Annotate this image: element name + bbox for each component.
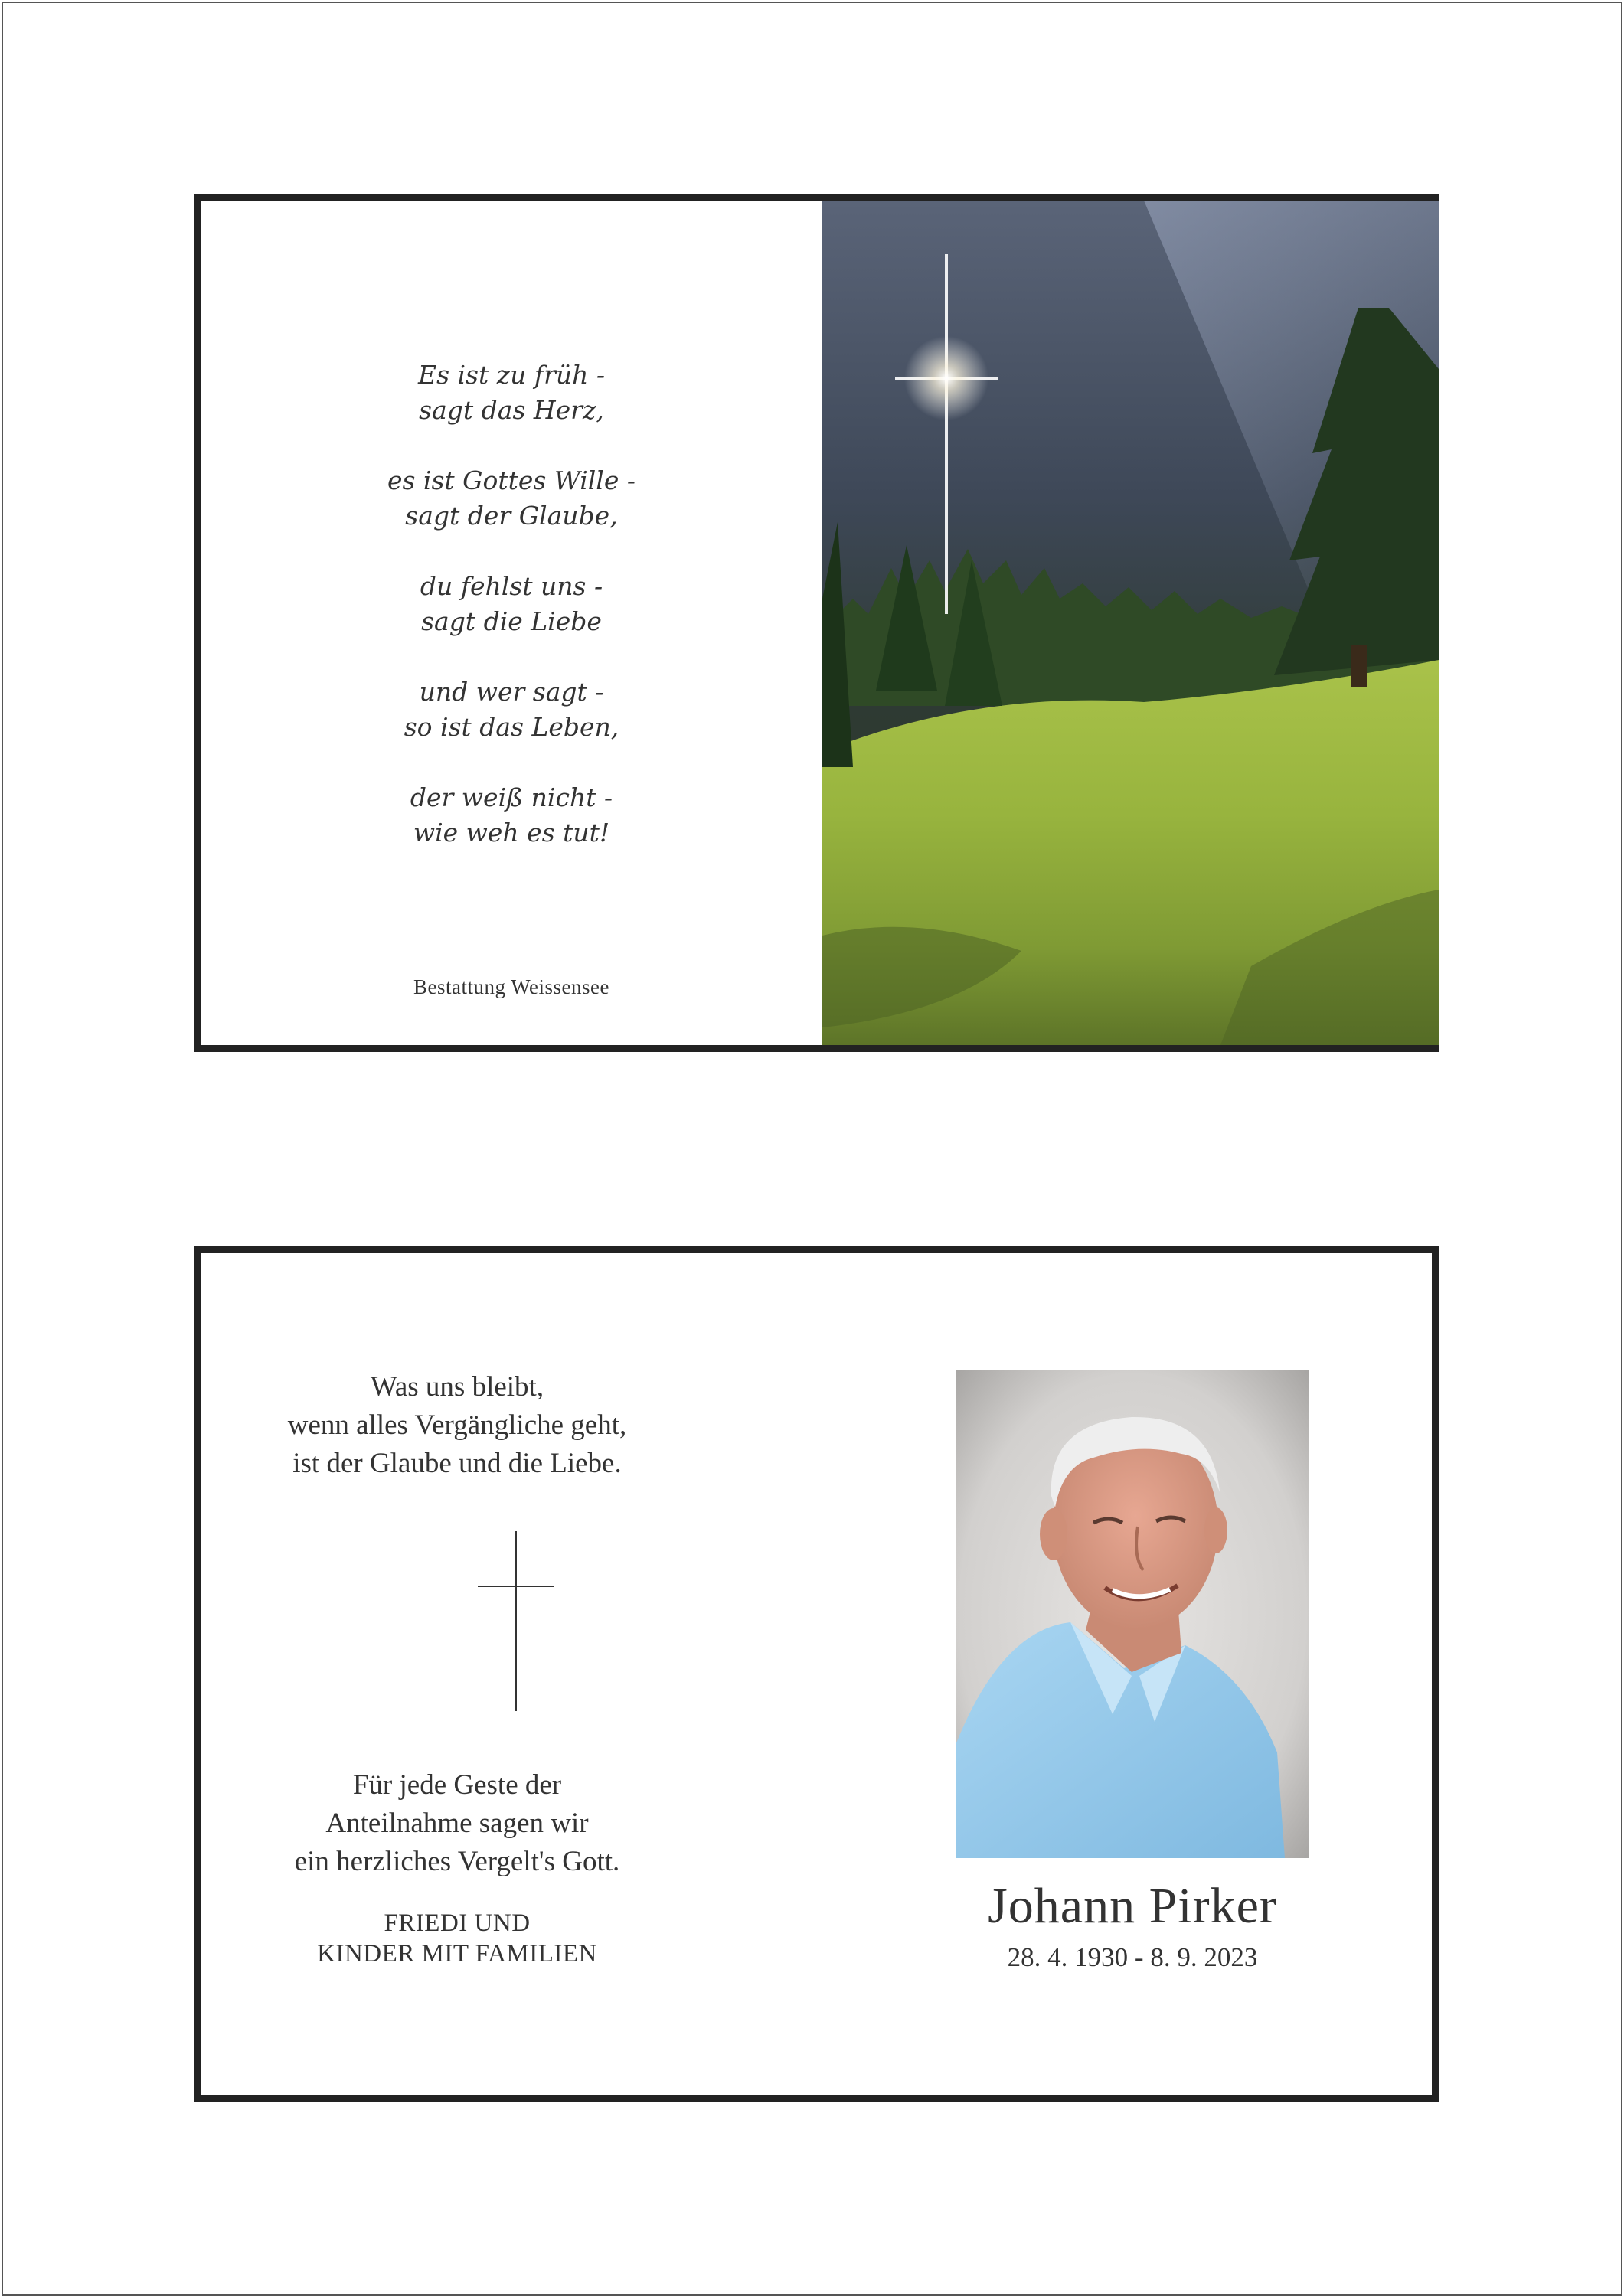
- family-line: KINDER MIT FAMILIEN: [317, 1940, 597, 1968]
- poem-line: es ist Gottes Wille -: [387, 465, 636, 495]
- poem-line: sagt das Herz,: [419, 395, 604, 425]
- portrait-photo: [956, 1370, 1309, 1858]
- poem-line: Es ist zu früh -: [417, 360, 606, 390]
- family-line: FRIEDI UND: [384, 1909, 531, 1937]
- poem-line: so ist das Leben,: [404, 712, 619, 742]
- landscape-image: [822, 201, 1439, 1045]
- thanks-line: ein herzliches Vergelt's Gott.: [294, 1846, 620, 1877]
- undertaker-name: Bestattung Weissensee: [413, 975, 610, 998]
- poem-stanza: [201, 780, 822, 851]
- poem-line: wie weh es tut!: [413, 818, 610, 848]
- card-front: [194, 194, 1439, 1052]
- life-dates: 28. 4. 1930 - 8. 9. 2023: [1007, 1942, 1258, 1972]
- poem-line: sagt der Glaube,: [405, 501, 618, 531]
- cross-icon: [478, 1531, 554, 1711]
- thanks-line: Für jede Geste der: [352, 1769, 562, 1801]
- poem-line: sagt die Liebe: [421, 606, 602, 636]
- poem-line: du fehlst uns -: [420, 571, 603, 601]
- thanks-line: Anteilnahme sagen wir: [325, 1808, 589, 1839]
- poem-stanza: [201, 569, 822, 639]
- poem-line: der weiß nicht -: [410, 782, 613, 812]
- poem-stanza: [201, 358, 822, 428]
- deceased-name: Johann Pirker: [988, 1878, 1277, 1934]
- quote-line: ist der Glaube und die Liebe.: [292, 1448, 622, 1479]
- poem-panel: [201, 201, 822, 1045]
- family-signature: [247, 1908, 668, 1969]
- quote-line: Was uns bleibt,: [370, 1371, 544, 1403]
- poem-stanza: [201, 674, 822, 745]
- thanks-text: [247, 1766, 668, 1881]
- poem-line: und wer sagt -: [419, 677, 604, 707]
- quote-line: wenn alles Vergängliche geht,: [287, 1409, 627, 1441]
- poem: [201, 358, 822, 886]
- memorial-quote: [273, 1368, 641, 1483]
- poem-stanza: [201, 463, 822, 534]
- card-inside: [194, 1246, 1439, 2102]
